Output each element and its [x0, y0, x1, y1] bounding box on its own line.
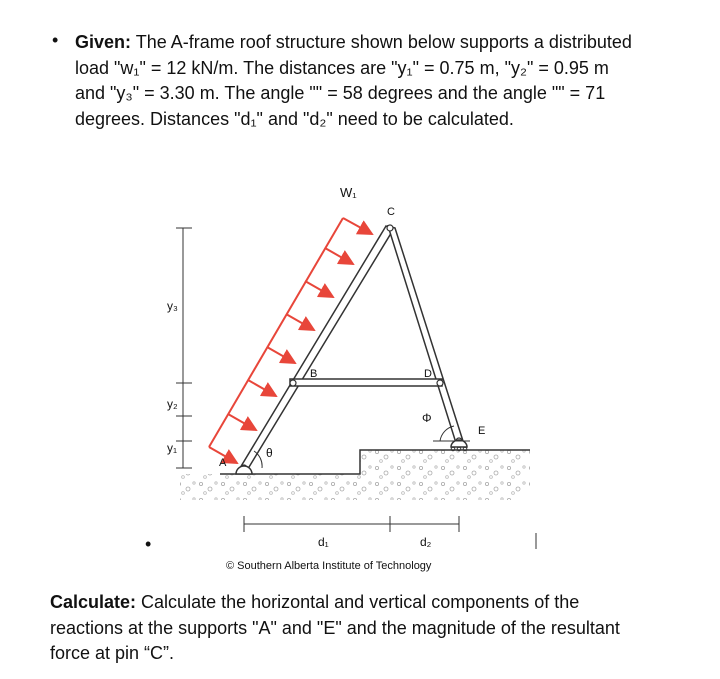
label-e: E — [478, 425, 486, 437]
bullet-empty: • — [145, 534, 152, 554]
label-b: B — [310, 368, 318, 380]
horizontal-dimension — [244, 516, 459, 532]
given-heading: Given: — [75, 32, 132, 52]
label-y1: y₁ — [167, 441, 178, 455]
label-phi: Φ — [422, 411, 432, 425]
ground — [180, 450, 530, 500]
bullet-given: • — [52, 30, 59, 50]
given-text: The A-frame roof structure shown below supports a distributed load "w₁" = 12 kN/m. The distances are "y₁" = 0.75 m, "y₂" = 0.95 m and "y₃" = 3.30 m. The angle "" = 58 degrees and the angle "" = 71 degrees. Distances "d₁" and "d₂" need to be calculated. — [75, 32, 632, 129]
label-d1: d₁ — [318, 535, 329, 549]
load-label: W₁ — [340, 185, 357, 200]
label-c: C — [387, 206, 395, 218]
label-a: A — [219, 457, 227, 469]
calculate-paragraph — [50, 590, 650, 667]
calculate-text: Calculate the horizontal and vertical components of the reactions at the supports "A" and "E" and the magnitude of the resultant force at pin “C”. — [50, 592, 620, 663]
label-d2: d₂ — [420, 535, 432, 549]
support-e — [451, 440, 467, 451]
copyright-credit: © Southern Alberta Institute of Technology — [226, 560, 432, 572]
vertical-dimension — [176, 228, 192, 468]
label-theta: θ — [266, 446, 273, 460]
label-y3: y₃ — [167, 299, 178, 313]
label-y2: y₂ — [167, 397, 178, 411]
calculate-heading: Calculate: — [50, 592, 137, 612]
distributed-load — [209, 218, 372, 463]
label-d: D — [424, 368, 432, 380]
